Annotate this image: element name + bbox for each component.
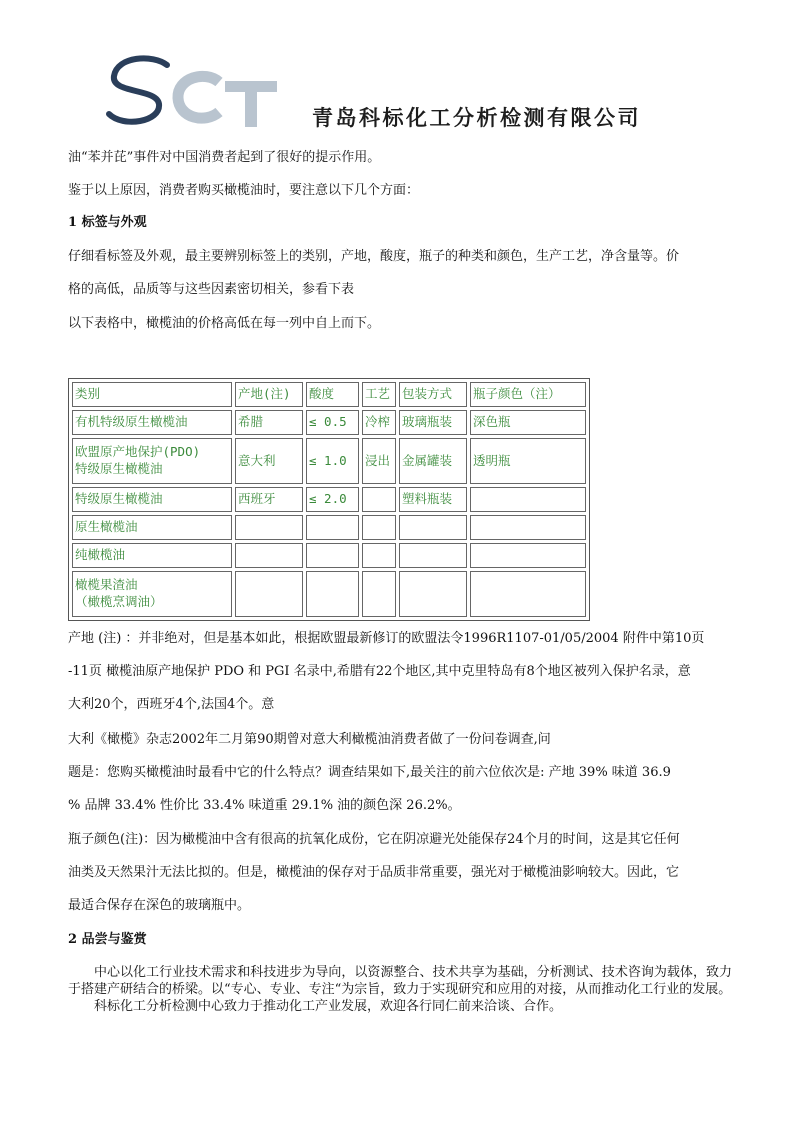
category-cell bbox=[72, 571, 232, 617]
table-cell bbox=[362, 515, 396, 540]
olive-oil-table bbox=[68, 378, 590, 621]
company-name: 青岛科标化工分析检测有限公司 bbox=[312, 106, 641, 130]
table-cell bbox=[306, 543, 359, 568]
table-cell: 冷榨 bbox=[362, 410, 396, 435]
header-cell: 产地(注) bbox=[235, 382, 303, 407]
table-cell bbox=[399, 571, 467, 617]
paragraph-label-line-2: 格的高低，品质等与这些因素密切相关，参看下表 bbox=[68, 282, 355, 297]
company-footer bbox=[68, 965, 732, 1016]
note-survey-line-2: 题是：您购买橄榄油时最看中它的什么特点？调查结果如下,最关注的前六位依次是: 产地 39% 味道 36.9 bbox=[68, 765, 671, 780]
table-row bbox=[72, 515, 586, 540]
table-row bbox=[72, 571, 586, 617]
category-text: 原生橄榄油 bbox=[75, 519, 138, 535]
table-cell bbox=[235, 515, 303, 540]
category-cell bbox=[72, 410, 232, 435]
table-cell bbox=[470, 487, 586, 512]
header-cell: 类别 bbox=[72, 382, 232, 407]
category-text: 欧盟原产地保护(PDO) bbox=[75, 444, 201, 460]
table-cell: 玻璃瓶装 bbox=[399, 410, 467, 435]
category-text: （橄榄烹调油） bbox=[75, 594, 163, 609]
category-text: 有机特级原生橄榄油 bbox=[75, 414, 188, 430]
footer-paragraph-2: 科标化工分析检测中心致力于推动化工产业发展，欢迎各行同仁前来洽谈、合作。 bbox=[94, 998, 563, 1014]
table-row bbox=[72, 543, 586, 568]
table-cell bbox=[306, 571, 359, 617]
note-survey-line-1: 大利《橄榄》杂志2002年二月第90期曾对意大利橄榄油消费者做了一份问卷调查,问 bbox=[68, 732, 551, 747]
category-text: 橄榄果渣油 bbox=[75, 577, 138, 593]
table-cell: ≤ 2.0 bbox=[306, 487, 359, 512]
category-text: 特级原生橄榄油 bbox=[75, 491, 163, 507]
table-cell bbox=[470, 515, 586, 540]
table-cell: 意大利 bbox=[235, 438, 303, 484]
header-cell: 包装方式 bbox=[399, 382, 467, 407]
table-cell bbox=[235, 543, 303, 568]
table-cell: 深色瓶 bbox=[470, 410, 586, 435]
table-cell bbox=[470, 543, 586, 568]
note-origin-line-1: 产地 (注) ：并非绝对，但是基本如此，根据欧盟最新修订的欧盟法令1996R1107-01/05/2004 附件中第10页 bbox=[68, 631, 705, 646]
table-cell: ≤ 1.0 bbox=[306, 438, 359, 484]
paragraph-table-intro: 以下表格中，橄榄油的价格高低在每一列中自上而下。 bbox=[68, 316, 381, 331]
category-text: 纯橄榄油 bbox=[75, 547, 126, 563]
note-survey-line-3: % 品牌 33.4% 性价比 33.4% 味道重 29.1% 油的颜色深 26.2%。 bbox=[68, 798, 461, 813]
header-cell: 工艺 bbox=[362, 382, 396, 407]
note-bottle-line-1: 瓶子颜色(注)：因为橄榄油中含有很高的抗氧化成份，它在阴凉避光处能保存24个月的时间，这是其它任何 bbox=[68, 832, 680, 847]
table-cell: 透明瓶 bbox=[470, 438, 586, 484]
paragraph-label-line-1: 仔细看标签及外观，最主要辨别标签上的类别，产地，酸度，瓶子的种类和颜色，生产工艺，净含量等。价 bbox=[68, 249, 680, 264]
note-bottle-line-2: 油类及天然果汁无法比拟的。但是，橄榄油的保存对于品质非常重要，强光对于橄榄油影响较大。因此，它 bbox=[68, 865, 680, 880]
table-cell: 希腊 bbox=[235, 410, 303, 435]
header-cell: 酸度 bbox=[306, 382, 359, 407]
note-origin-line-2: -11页 橄榄油原产地保护 PDO 和 PGI 名录中,希腊有22个地区,其中克里特岛有8个地区被列入保护名录，意 bbox=[68, 664, 691, 679]
section-heading-2: 2 品尝与鉴赏 bbox=[68, 932, 147, 947]
paragraph-intro: 油“苯并芘”事件对中国消费者起到了很好的提示作用。 bbox=[68, 150, 381, 165]
table-cell bbox=[362, 487, 396, 512]
category-cell bbox=[72, 515, 232, 540]
table-cell: 金属罐装 bbox=[399, 438, 467, 484]
table-cell: 浸出 bbox=[362, 438, 396, 484]
category-cell bbox=[72, 543, 232, 568]
table-cell bbox=[235, 571, 303, 617]
table-cell bbox=[399, 543, 467, 568]
category-cell bbox=[72, 487, 232, 512]
table-cell bbox=[470, 571, 586, 617]
table-row bbox=[72, 438, 586, 484]
category-cell bbox=[72, 438, 232, 484]
category-text: 特级原生橄榄油 bbox=[75, 461, 163, 476]
table-cell: 西班牙 bbox=[235, 487, 303, 512]
table-header-row bbox=[72, 382, 586, 407]
table-cell: 塑料瓶装 bbox=[399, 487, 467, 512]
note-bottle-line-3: 最适合保存在深色的玻璃瓶中。 bbox=[68, 898, 251, 913]
table-cell bbox=[362, 571, 396, 617]
page-header bbox=[0, 0, 794, 145]
section-heading-1: 1 标签与外观 bbox=[68, 215, 147, 230]
table-cell: ≤ 0.5 bbox=[306, 410, 359, 435]
header-cell: 瓶子颜色（注） bbox=[470, 382, 586, 407]
table-cell bbox=[362, 543, 396, 568]
table-cell bbox=[399, 515, 467, 540]
paragraph-reasons: 鉴于以上原因，消费者购买橄榄油时，要注意以下几个方面： bbox=[68, 183, 420, 198]
note-origin-line-3: 大利20个，西班牙4个,法国4个。意 bbox=[68, 697, 275, 712]
sct-logo bbox=[105, 52, 285, 132]
table-cell bbox=[306, 515, 359, 540]
table-row bbox=[72, 410, 586, 435]
table-row bbox=[72, 487, 586, 512]
footer-paragraph-1: 中心以化工行业技术需求和科技进步为导向，以资源整合、技术共享为基础，分析测试、技术咨询为载体，致力于搭建产研结合的桥梁。以“专心、专业、专注“为宗旨，致力于实现研究和应用的对接，从而推动化工行业的发展。 bbox=[68, 965, 732, 997]
